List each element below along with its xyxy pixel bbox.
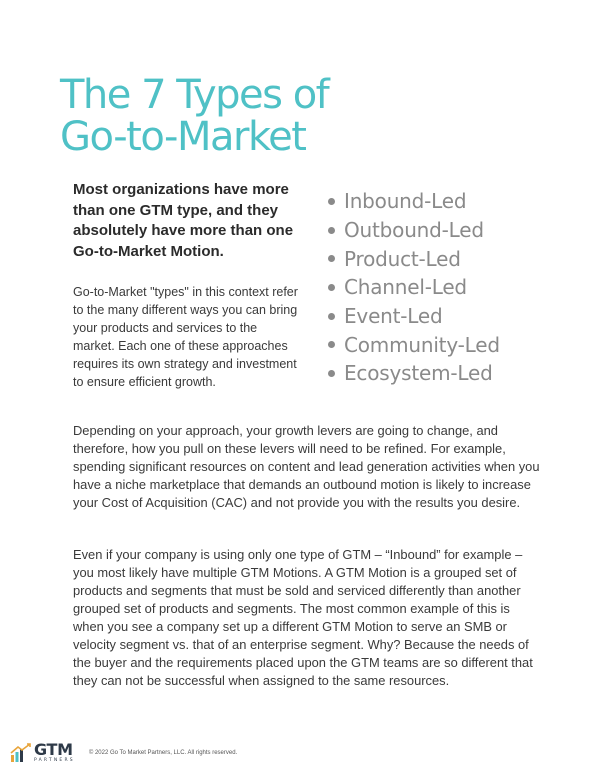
gtm-types-list	[328, 187, 548, 388]
list-item-label: Channel-Led	[344, 275, 467, 300]
bullet-icon	[328, 198, 335, 205]
list-item	[328, 330, 548, 359]
body-paragraph-2: Even if your company is using only one type of GTM – “Inbound” for example – you most likely have multiple GTM Motions. A GTM Motion is a grouped set of products and segments that must be sold and serviced differently than another grouped set of products and segments. The most common example of this is when you see a company set up a different GTM Motion to serve an SMB or velocity segment vs. that of an enterprise segment. Why? Because the needs of the buyer and the requirements placed upon the GTM teams are so different that they can not be successful when assigned to the same resources.	[73, 547, 533, 688]
logo	[34, 742, 75, 764]
bullet-icon	[328, 341, 335, 348]
gtm-logo-icon	[10, 743, 32, 763]
list-item	[328, 216, 548, 245]
bullet-icon	[328, 227, 335, 234]
list-item	[328, 302, 548, 331]
list-item-label: Product-Led	[344, 246, 461, 271]
bullet-icon	[328, 284, 335, 291]
list-item-label: Ecosystem-Led	[344, 361, 493, 386]
copyright-notice: © 2022 Go To Market Partners, LLC. All rights reserved.	[88, 750, 238, 756]
page-footer	[10, 741, 237, 765]
list-item-label: Community-Led	[344, 332, 500, 357]
bullet-icon	[328, 370, 335, 377]
list-item-label: Event-Led	[344, 304, 443, 329]
list-item	[328, 244, 548, 273]
logo-wordmark: GTM	[34, 740, 73, 760]
list-item	[328, 187, 548, 216]
logo-subtitle: PARTNERS	[34, 758, 75, 764]
body-paragraph-1: Depending on your approach, your growth levers are going to change, and therefore, how you pull on these levers will need to be refined. For example, spending significant resources on content and lead generation activities when you have a niche marketplace that demands an outbound motion is likely to increase your Cost of Acquisition (CAC) and not provide you with the results you desire.	[73, 423, 540, 510]
bullet-icon	[328, 313, 335, 320]
list-item	[328, 359, 548, 388]
page-title-line-2: Go-to-Market	[60, 114, 306, 160]
list-item-label: Outbound-Led	[344, 218, 484, 243]
list-item-label: Inbound-Led	[344, 189, 467, 214]
bullet-icon	[328, 255, 335, 262]
page-title-line-1: The 7 Types of	[60, 72, 329, 118]
page-title	[60, 74, 540, 158]
lead-statement: Most organizations have more than one GTM type, and they absolutely have more than one Go-to-Market Motion.	[73, 181, 294, 260]
intro-paragraph: Go-to-Market "types" in this context refer to the many different ways you can bring your products and services to the market. Each one of these approaches requires its own strategy and investment to ensure efficient growth.	[73, 285, 298, 389]
list-item	[328, 273, 548, 302]
